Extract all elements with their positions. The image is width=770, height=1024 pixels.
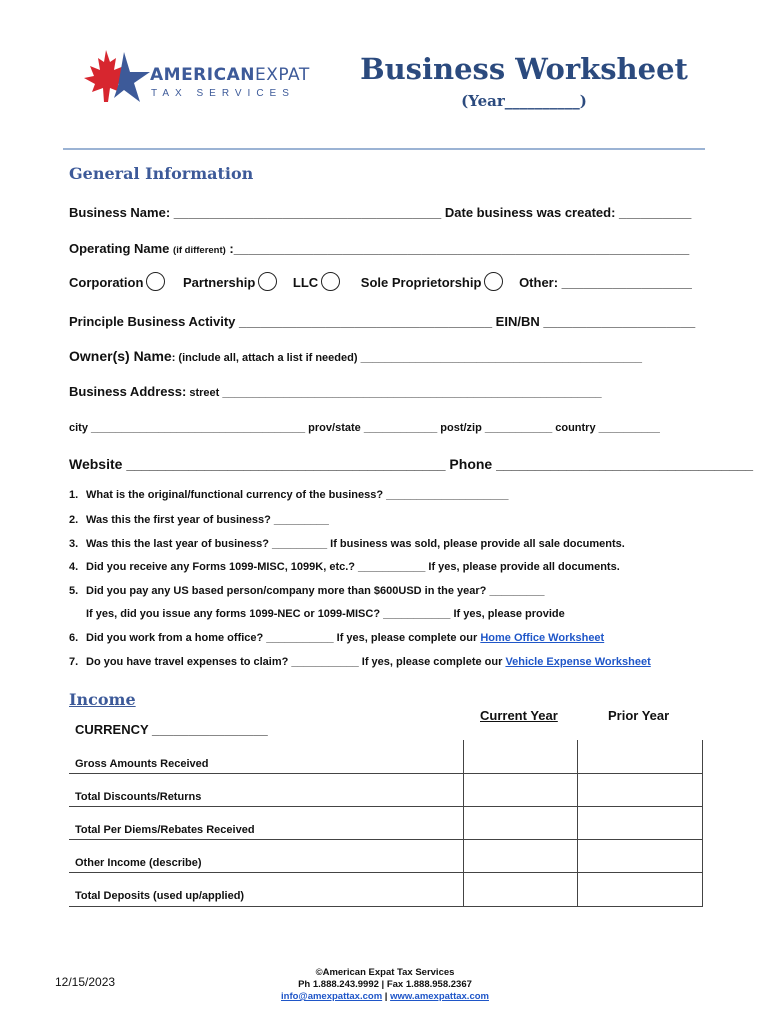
table-row-label: Total Deposits (used up/applied) (75, 890, 245, 902)
question-5-followup: If yes, did you issue any forms 1099-NEC or 1099-MISC? ___________ If yes, please provide (86, 608, 565, 620)
question-1: 1. What is the original/functional currency of the business? ____________________ (69, 489, 509, 501)
question-5: 5. Did you pay any US based person/company more than $600USD in the year? _________ (69, 585, 545, 597)
business-address-field[interactable]: Business Address: street ______________________________________________________________ (69, 384, 602, 399)
column-header-current-year: Current Year (480, 708, 558, 723)
sole-proprietorship-radio[interactable] (484, 272, 503, 291)
table-rule (69, 806, 703, 807)
footer-links: info@amexpattax.com | www.amexpattax.com (281, 991, 489, 1002)
section-title-income: Income (69, 690, 136, 709)
website-link[interactable]: www.amexpattax.com (390, 991, 489, 1002)
type-label-partnership: Partnership (183, 274, 256, 290)
question-3: 3. Was this the last year of business? _________ If business was sold, please provide all sale documents. (69, 538, 625, 550)
income-table (69, 740, 703, 907)
table-row-label: Gross Amounts Received (75, 758, 209, 770)
table-rule (69, 839, 703, 840)
footer-contact (230, 967, 540, 1003)
partnership-radio[interactable] (258, 272, 277, 291)
column-header-prior-year: Prior Year (608, 708, 670, 723)
question-4: 4. Did you receive any Forms 1099-MISC, 1099K, etc.? ___________ If yes, please provide all documents. (69, 561, 620, 573)
section-title-general: General Information (69, 164, 254, 183)
year-field: (Year__________) (461, 92, 587, 110)
footer-phones: Ph 1.888.243.9992 | Fax 1.888.958.2367 (298, 979, 472, 990)
operating-name-field[interactable]: Operating Name (if different) :_______________________________________________________________ (69, 241, 690, 256)
type-other-field[interactable]: Other: __________________ (519, 274, 692, 290)
llc-radio[interactable] (321, 272, 340, 291)
table-row-label: Other Income (describe) (75, 857, 202, 869)
city-province-zip-country-field[interactable]: city ___________________________________ prov/state ____________ post/zip ___________ country __________ (69, 422, 660, 434)
owners-name-field[interactable]: Owner(s) Name: (include all, attach a list if needed) ______________________________________________ (69, 348, 642, 364)
business-name-field[interactable]: Business Name: _____________________________________ Date business was created: __________ (69, 205, 692, 220)
question-6: 6. Did you work from a home office? ___________ If yes, please complete our Home Office Worksheet (69, 632, 605, 644)
table-rule (69, 906, 703, 907)
home-office-worksheet-link[interactable]: Home Office Worksheet (480, 632, 605, 644)
table-row-label: Total Per Diems/Rebates Received (75, 824, 255, 836)
table-rule (69, 872, 703, 873)
type-label-llc: LLC (292, 274, 319, 290)
type-label-sole-proprietorship: Sole Proprietorship (360, 274, 482, 290)
table-divider (577, 740, 578, 907)
website-phone-field[interactable]: Website _________________________________________ Phone _________________________________ (69, 456, 754, 472)
table-divider (463, 740, 464, 907)
table-rule (69, 773, 703, 774)
type-label-corporation: Corporation (69, 274, 144, 290)
logo-tagline: TAX SERVICES (151, 88, 295, 99)
currency-field[interactable]: CURRENCY ________________ (75, 722, 268, 737)
footer-date: 12/15/2023 (55, 975, 116, 989)
corporation-radio[interactable] (146, 272, 165, 291)
question-7: 7. Do you have travel expenses to claim? ___________ If yes, please complete our Vehicle Expense Worksheet (69, 656, 651, 668)
business-type-row (69, 274, 692, 293)
logo-wordmark: AMERICANEXPAT (150, 65, 310, 85)
header-divider (63, 148, 705, 150)
footer-company: ©American Expat Tax Services (315, 967, 455, 978)
page-title: Business Worksheet (360, 52, 688, 86)
vehicle-expense-worksheet-link[interactable]: Vehicle Expense Worksheet (505, 656, 651, 668)
table-row-label: Total Discounts/Returns (75, 791, 202, 803)
email-link[interactable]: info@amexpattax.com (281, 991, 383, 1002)
question-2: 2. Was this the first year of business? _________ (69, 514, 329, 526)
table-divider (702, 740, 703, 907)
business-activity-field[interactable]: Principle Business Activity ___________________________________ EIN/BN _____________________ (69, 314, 696, 329)
